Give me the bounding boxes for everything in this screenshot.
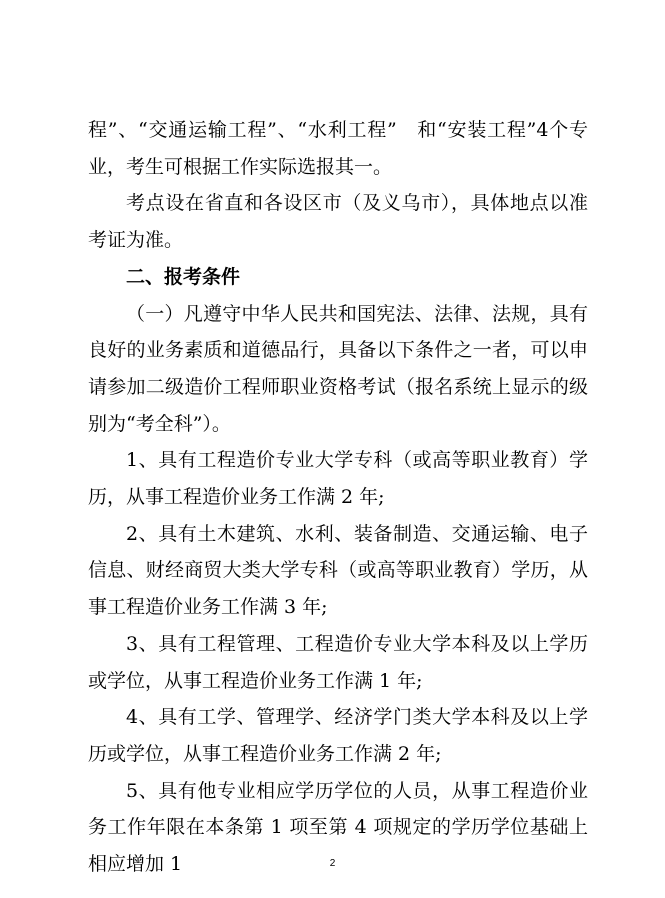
paragraph-eligibility-intro: （一）凡遵守中华人民共和国宪法、法律、法规，具有良好的业务素质和道德品行，具备以下条件之一者，可以申请参加二级造价工程师职业资格考试（报名系统上显示的级别为“考全科”）。 <box>88 302 588 435</box>
list-item-condition-1: 1、具有工程造价专业大学专科（或高等职业教育）学历，从事工程造价业务工作满 2 年; <box>88 449 588 509</box>
section-heading-requirements: 二、报考条件 <box>126 265 241 288</box>
list-item-condition-4: 4、具有工学、管理学、经济学门类大学本科及以上学历或学位，从事工程造价业务工作满 2 年; <box>88 706 588 765</box>
page-number: 2 <box>329 858 336 869</box>
list-item-condition-5: 5、具有他专业相应学历学位的人员，从事工程造价业务工作年限在本条第 1 项至第 4 项规定的学历学位基础上相应增加 1 <box>88 779 588 876</box>
paragraph-continuation: 程”、“交通运输工程”、“水利工程” 和“安装工程”4个专业，考生可根据工作实际选报其一。 <box>88 119 588 178</box>
body-text <box>88 112 588 883</box>
list-item-condition-3: 3、具有工程管理、工程造价专业大学本科及以上学历或学位，从事工程造价业务工作满 1 年; <box>88 632 588 692</box>
paragraph-exam-location: 考点设在省直和各设区市（及义乌市），具体地点以准考证为准。 <box>88 192 588 252</box>
list-item-condition-2: 2、具有土木建筑、水利、装备制造、交通运输、电子信息、财经商贸大类大学专科（或高等职业教育）学历，从事工程造价业务工作满 3 年; <box>88 522 588 619</box>
